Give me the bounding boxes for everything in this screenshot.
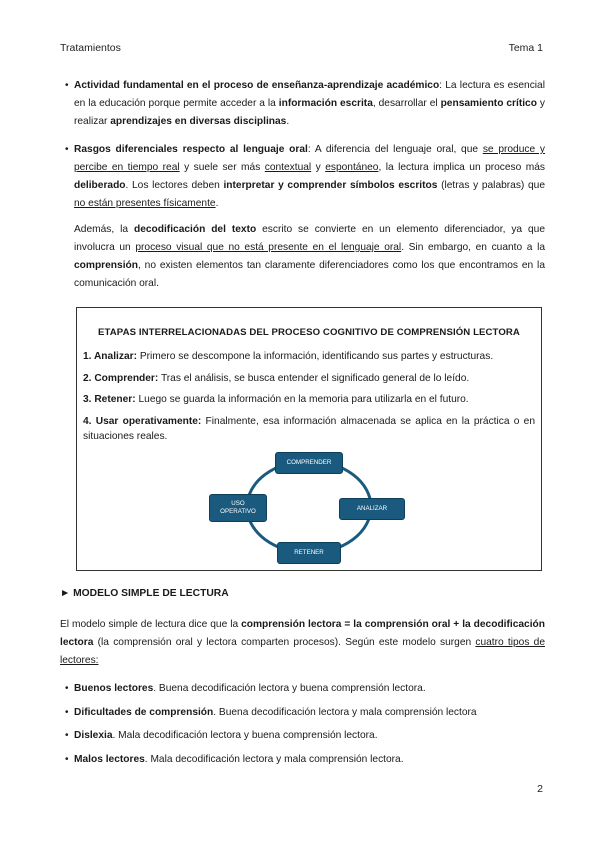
- section-heading: [60, 588, 229, 599]
- bullet-activity: [60, 77, 545, 131]
- underlined-term: espontáneo: [325, 162, 379, 173]
- stage-text: Luego se guarda la información en la memoria para utilizarla en el futuro.: [135, 394, 469, 405]
- stage-text: Tras el análisis, se busca entender el significado general de lo leído.: [158, 372, 470, 384]
- underlined-term: contextual: [264, 162, 312, 173]
- page-number: 2: [537, 783, 543, 795]
- stage-label: 1. Analizar:: [83, 351, 137, 362]
- decoding-paragraph: [74, 221, 545, 293]
- text-run: , la lectura implica un proceso más: [378, 162, 546, 173]
- underlined-term: proceso visual que no está presente en el lenguaje oral: [135, 242, 402, 253]
- text-run: : A diferencia del lenguaje oral, que: [307, 144, 483, 155]
- stage-item: [83, 349, 535, 365]
- text-run: , no existen elementos tan claramente diferenciadores como los que encontramos en la comunicación oral.: [74, 260, 545, 289]
- text-run: , desarrollar el: [372, 98, 441, 109]
- reader-type-name: Buenos lectores: [74, 683, 154, 694]
- node-uso-operativo: USO OPERATIVO: [209, 494, 267, 522]
- text-run: . Los lectores deben: [125, 180, 224, 191]
- text-run: .: [215, 198, 219, 209]
- bold-term: interpretar y comprender símbolos escritos: [223, 180, 438, 191]
- decoding-paragraph-text: [74, 221, 545, 293]
- text-run: (la comprensión oral y lectora comparten procesos). Según este modelo surgen: [93, 637, 476, 648]
- stage-item: [83, 414, 535, 445]
- underlined-term: cuatro tipos de lectores:: [60, 637, 545, 666]
- bullet-differences: [60, 141, 545, 213]
- reader-type-desc: . Buena decodificación lectora y mala comprensión lectora: [213, 706, 477, 718]
- bold-term: decodificación del texto: [133, 224, 257, 235]
- reader-type-desc: . Mala decodificación lectora y mala comprensión lectora.: [144, 753, 404, 765]
- text-run: y realizar: [74, 98, 545, 127]
- stage-text: Primero se descompone la información, identificando sus partes y estructuras.: [136, 351, 494, 362]
- text-run: y suele ser más: [179, 162, 265, 173]
- reader-type-desc: . Buena decodificación lectora y buena comprensión lectora.: [153, 683, 426, 694]
- arrow-marker-icon: ►: [60, 588, 71, 599]
- section-heading-text: MODELO SIMPLE DE LECTURA: [73, 588, 229, 599]
- stage-text: Finalmente, esa información almacenada se aplica en la práctica o en situaciones reales.: [83, 415, 535, 442]
- stage-item: [83, 392, 535, 408]
- model-intro: [60, 616, 545, 670]
- stage-label: 4. Usar operativamente:: [83, 415, 202, 427]
- reader-type-item: [60, 704, 545, 722]
- reader-type-name: Malos lectores: [74, 753, 145, 765]
- node-analizar: ANALIZAR: [339, 498, 405, 520]
- bullet-activity-text: [60, 77, 545, 131]
- cycle-diagram: [205, 444, 413, 570]
- stages-list: [83, 349, 535, 451]
- text-run: (letras y palabras) que: [437, 180, 545, 191]
- stage-label: 3. Retener:: [83, 394, 136, 405]
- text-run: .: [286, 116, 290, 127]
- text-run: y: [311, 162, 326, 173]
- bold-term: información escrita: [278, 98, 373, 109]
- underlined-term: no están presentes físicamente: [74, 198, 216, 209]
- bold-term: pensamiento crítico: [440, 98, 537, 109]
- bold-term: Actividad fundamental en el proceso de enseñanza-aprendizaje académico: [74, 80, 440, 91]
- reader-type-item: [60, 680, 545, 698]
- bold-term: comprensión lectora = la comprensión oral + la decodificación lectora: [60, 619, 545, 648]
- node-comprender: COMPRENDER: [275, 452, 343, 474]
- text-run: escrito se convierte en un elemento diferenciador, ya que involucra un: [74, 224, 545, 253]
- model-intro-text: [60, 616, 545, 670]
- header-right: Tema 1: [508, 42, 543, 54]
- header-left: Tratamientos: [60, 42, 121, 54]
- bold-term: deliberado: [74, 180, 126, 191]
- reader-type-name: Dislexia: [74, 730, 113, 741]
- text-run: . Sin embargo, en cuanto a la: [401, 242, 545, 253]
- bold-term: comprensión: [74, 260, 138, 271]
- reader-type-desc: . Mala decodificación lectora y buena comprensión lectora.: [112, 730, 378, 741]
- stage-label: 2. Comprender:: [83, 372, 159, 384]
- text-run: : La lectura es esencial en la educación porque permite acceder a la: [74, 80, 545, 109]
- reader-type-item: [60, 727, 545, 745]
- stages-box-title: ETAPAS INTERRELACIONADAS DEL PROCESO COGNITIVO DE COMPRENSIÓN LECTORA: [98, 327, 520, 338]
- bullet-differences-text: [60, 141, 545, 213]
- text-run: El modelo simple de lectura dice que la: [60, 619, 242, 630]
- reader-type-name: Dificultades de comprensión: [74, 706, 214, 718]
- stage-item: [83, 371, 535, 387]
- underlined-term: se produce y percibe en tiempo real: [74, 144, 546, 173]
- reader-types-list: [60, 680, 545, 774]
- text-run: Además, la: [74, 224, 134, 235]
- node-retener: RETENER: [277, 542, 341, 564]
- reader-type-item: [60, 751, 545, 769]
- bold-term: Rasgos diferenciales respecto al lenguaje oral: [74, 144, 308, 155]
- bold-term: aprendizajes en diversas disciplinas: [110, 116, 287, 127]
